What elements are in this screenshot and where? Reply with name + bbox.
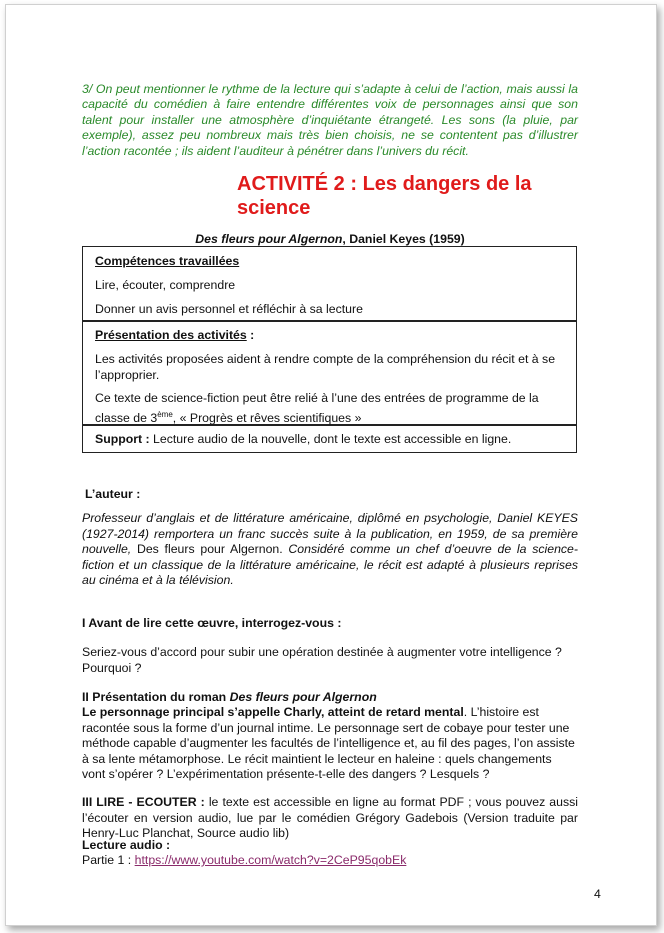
presentation-text-1: Les activités proposées aident à rendre compte de la compréhension du récit et à se l’approprier.	[95, 352, 556, 382]
competences-heading: Compétences travaillées	[95, 254, 240, 268]
presentation-heading: Présentation des activités	[95, 328, 247, 342]
support-text: Lecture audio de la nouvelle, dont le texte est accessible en ligne.	[149, 432, 512, 446]
intro-paragraph: 3/ On peut mentionner le rythme de la lecture qui s’adapte à celui de l’action, mais aussi la capacité du comédien à faire entendre différentes voix de personnages ainsi que son talent pour installer une atmosphère d’inquiétante étrangeté. Les sons (la pluie, par exemple), assez peu nombreux mais très bien choisis, ne se contentent pas d’illustrer l’action racontée ; ils aident l’auditeur à pénétrer dans l’univers du récit.	[82, 82, 578, 158]
book-title: Des fleurs pour Algernon	[195, 232, 343, 246]
support-line	[95, 432, 511, 448]
section3-paragraph: III LIRE - ECOUTER : le texte est accessible en ligne au format PDF ; vous pouvez aussi l’écouter en version audio, lue par le comédien Grégory Gadebois (Version traduite par Henry-Luc Planchat, Source audio lib)	[82, 795, 578, 840]
section2-heading: II Présentation du roman Des fleurs pour Algernon	[82, 690, 377, 704]
section3-heading: III LIRE - ECOUTER :	[82, 795, 205, 809]
activity-title-line2: science	[237, 197, 311, 219]
part1-line	[82, 853, 406, 869]
part1-link[interactable]: https://www.youtube.com/watch?v=2CeP95qobEk	[134, 853, 407, 867]
competence-1: Lire, écouter, comprendre	[95, 278, 236, 292]
section2-paragraph: Le personnage principal s’appelle Charly, atteint de retard mental. L’histoire est racontée sous la forme d’un journal intime. Le personnage sert de cobaye pour tester une méthode capable d’augmenter les facultés de l’intelligence et, au fil des pages, l’on assiste à sa lente métamorphose. Le récit maintient le lecteur en haleine : quels changements vont s’opérer ? L’expérimentation présente-t-elle des dangers ? Lesquels ?	[82, 705, 575, 781]
part1-label: Partie 1 :	[82, 853, 135, 867]
activity-title-line1: ACTIVITÉ 2 : Les dangers de la	[237, 173, 532, 195]
audio-heading: Lecture audio :	[82, 838, 171, 852]
section1-question: Seriez-vous d’accord pour subir une opération destinée à augmenter votre intelligence ? Pourquoi ?	[82, 645, 562, 675]
author-paragraph: Professeur d’anglais et de littérature américaine, diplômé en psychologie, Daniel KEYES (1927-2014) remportera un franc succès suite à la publication, en 1959, de sa première nouvelle, Des fleurs pour Algernon. Considéré comme un chef d’oeuvre de la science-fiction et un classique de la littérature américaine, le récit est adapté à plusieurs reprises au cinéma et à la télévision.	[82, 511, 578, 587]
author-heading: L’auteur :	[85, 487, 141, 501]
book-author: , Daniel Keyes (1959)	[342, 232, 465, 246]
competence-2: Donner un avis personnel et réfléchir à sa lecture	[95, 302, 363, 316]
page-number: 4	[594, 887, 601, 901]
support-label: Support :	[95, 432, 150, 446]
presentation-text-2: Ce texte de science-fiction peut être relié à l’une des entrées de programme de la classe de 3ème, « Progrès et rêves scientifiques »	[95, 391, 539, 425]
section1-heading: I Avant de lire cette œuvre, interrogez-vous :	[82, 616, 342, 630]
presentation-heading-line: Présentation des activités :	[95, 328, 255, 342]
book-title-line	[82, 232, 578, 246]
